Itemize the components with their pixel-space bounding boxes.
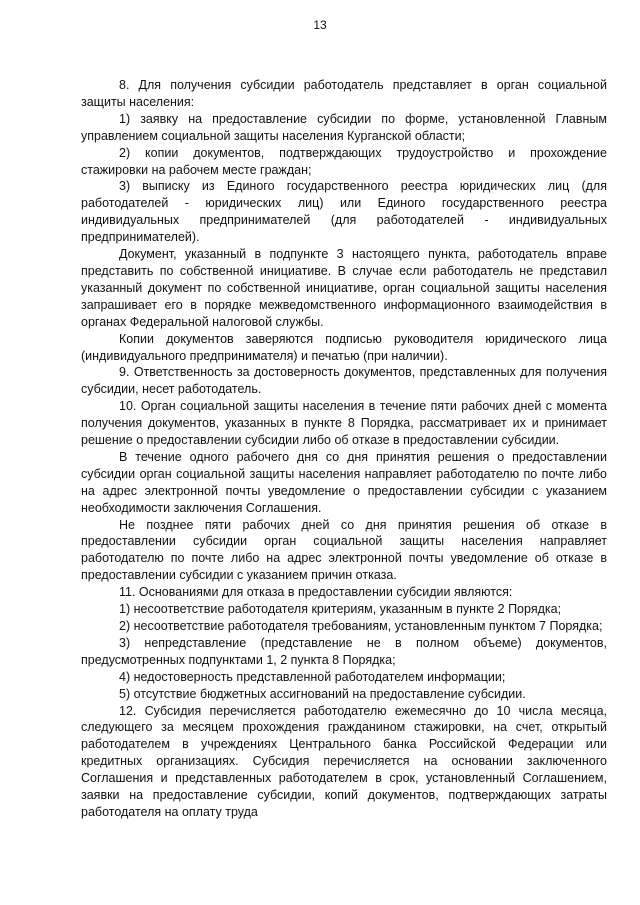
paragraph-8-item-1: 1) заявку на предоставление субсидии по форме, установленной Главным управлением социальной защиты населения Курганской области; bbox=[81, 111, 607, 143]
paragraph-11-item-2: 2) несоответствие работодателя требованиям, установленным пунктом 7 Порядка; bbox=[119, 619, 603, 633]
paragraph-8-note-document: Документ, указанный в подпункте 3 настоящего пункта, работодатель вправе представить по собственной инициативе. В случае если работодатель не представил указанный документ по собственной инициативе, орган социальной защиты населения запрашивает его в порядке межведомственного информационного взаимодействия в органах Федеральной налоговой службы. bbox=[81, 247, 607, 329]
paragraph-11-item-4: 4) недостоверность представленной работодателем информации; bbox=[119, 669, 506, 684]
paragraph-11: 11. Основаниями для отказа в предоставлении субсидии являются: bbox=[119, 585, 513, 600]
paragraph-8: 8. Для получения субсидии работодатель представляет в орган социальной защиты населения: bbox=[81, 78, 607, 109]
paragraph-10: 10. Орган социальной защиты населения в течение пяти рабочих дней с момента получения документов, указанных в пункте 8 Порядка, рассматривает их и принимает решение о предоставлении субсидии либо об отказе в предоставлении субсидии. bbox=[81, 399, 607, 448]
paragraph-8-note-copies: Копии документов заверяются подписью руководителя юридического лица (индивидуального предпринимателя) и печатью (при наличии). bbox=[81, 331, 607, 363]
paragraph-10-approval-notice: В течение одного рабочего дня со дня принятия решения о предоставлении субсидии орган социальной защиты населения направляет работодателю по почте либо на адрес электронной почты уведомление о предоставлении субсидии с указанием необходимости заключения Соглашения. bbox=[81, 449, 607, 515]
paragraph-12: 12. Субсидия перечисляется работодателю ежемесячно до 10 числа месяца, следующего за месяцем прохождения гражданином стажировки, на счет, открытый работодателем в учреждениях Центрального банка Российской Федерации или кредитных организациях. Субсидия перечисляется на основании заключенного Соглашения и представленных работодателем в срок, установленный Соглашением, заявки на предоставление субсидии, копий документов, подтверждающих затраты работодателя на оплату труда bbox=[81, 703, 607, 819]
paragraph-11-item-1: 1) несоответствие работодателя критериям, указанным в пункте 2 Порядка; bbox=[119, 602, 562, 617]
paragraph-9: 9. Ответственность за достоверность документов, представленных для получения субсидии, несет работодатель. bbox=[81, 365, 607, 397]
document-body bbox=[81, 77, 607, 821]
paragraph-11-item-5: 5) отсутствие бюджетных ассигнований на предоставление субсидии. bbox=[119, 686, 526, 701]
paragraph-8-item-2: 2) копии документов, подтверждающих трудоустройство и прохождение стажировки на рабочем месте граждан; bbox=[81, 145, 607, 177]
page-number: 13 bbox=[313, 18, 327, 32]
paragraph-8-item-3: 3) выписку из Единого государственного реестра юридических лиц (для работодателей - юридических лиц) или Единого государственного реестра индивидуальных предпринимателей (для работодателей - индивидуальных предпринимателей). bbox=[81, 179, 607, 245]
paragraph-10-refusal-notice: Не позднее пяти рабочих дней со дня принятия решения об отказе в предоставлении субсидии орган социальной защиты населения направляет работодателю по почте либо на адрес электронной почты уведомление об отказе в предоставлении субсидии с указанием причин отказа. bbox=[81, 517, 607, 583]
paragraph-11-item-3: 3) непредставление (представление не в полном объеме) документов, предусмотренных подпунктами 1, 2 пункта 8 Порядка; bbox=[81, 635, 607, 667]
